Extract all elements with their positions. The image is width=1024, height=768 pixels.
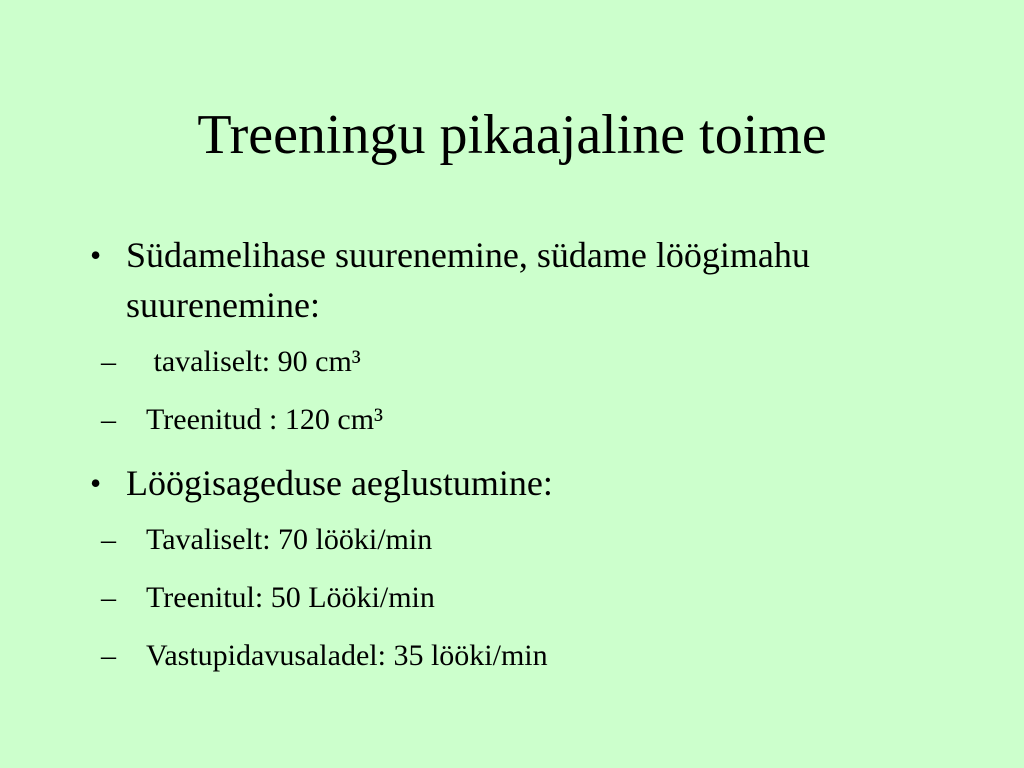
sub-bullet-list [101,342,964,440]
bullet-text: Löögisageduse aeglustumine: [126,463,553,503]
bullet-item [84,458,964,676]
bullet-item [84,230,964,440]
sub-bullet-item [86,400,964,440]
sub-bullet-item [86,520,964,560]
sub-bullet-item [86,342,964,382]
sub-bullet-item [86,578,964,618]
slide-title: Treeningu pikaajaline toime [197,104,827,166]
dash-marker: – [101,581,116,614]
dash-marker: – [101,345,116,378]
sub-bullet-text: Treenitul: 50 Lööki/min [146,581,435,614]
bullet-marker: • [90,237,102,273]
dash-marker: – [101,639,116,672]
dash-marker: – [101,403,116,436]
bullet-list [84,230,964,694]
bullet-text: Südamelihase suurenemine, südame löögimahu suurenemine: [126,235,810,325]
bullet-marker: • [90,465,102,501]
sub-bullet-text: Treenitud : 120 cm³ [146,403,384,436]
dash-marker: – [101,523,116,556]
sub-bullet-text: Vastupidavusaladel: 35 lööki/min [146,639,548,672]
sub-bullet-text: Tavaliselt: 70 lööki/min [146,523,433,556]
sub-bullet-list [101,520,964,676]
sub-bullet-text: tavaliselt: 90 cm³ [146,345,361,378]
sub-bullet-item [86,636,964,676]
